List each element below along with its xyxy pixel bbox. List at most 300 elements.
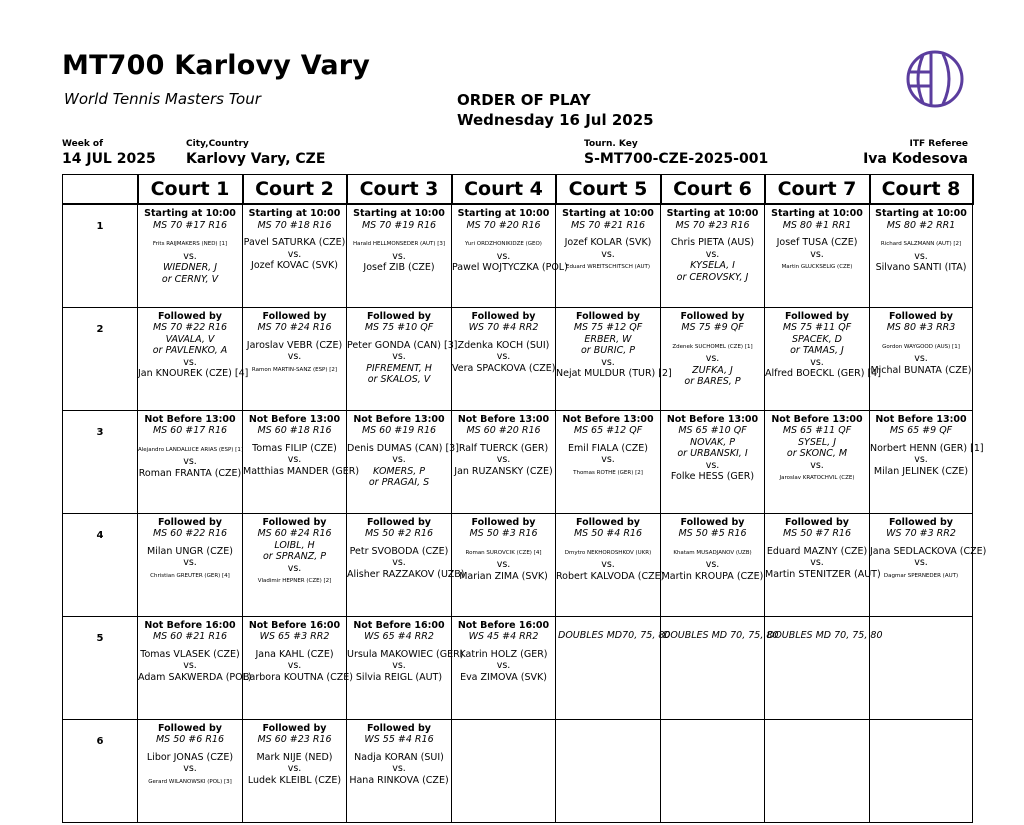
versus-label: vs. [183,356,197,368]
player-name [452,546,555,560]
event-code: WS 45 #4 RR2 [468,631,539,642]
player-name: Michal BUNATA (CZE) [870,364,972,376]
match-time: Followed by [785,310,849,322]
schedule-row [63,513,973,616]
match-cell [347,410,459,513]
event-code: MS 80 #1 RR1 [782,219,852,231]
player-name-small: Dmytro NEKHOROSHKOV (UKR) [564,549,652,556]
city-value: Karlovy Vary, CZE [186,151,326,167]
match-cell [661,410,765,513]
versus-label: vs. [705,353,720,364]
match-cell [765,513,881,616]
versus-label: vs. [392,250,406,262]
player-name: Jana SEDLACKOVA (CZE) [870,545,987,557]
event-code: MS 50 #2 R16 [364,528,434,539]
player-name: Denis DUMAS (CAN) [3] [347,442,459,454]
player-name-small: Khatam MUSADJANOV (UZB) [673,549,752,556]
match-time: Not Before 13:00 [457,413,550,425]
row-number: 5 [63,616,138,719]
event-code: MS 70 #19 R16 [361,219,437,231]
match-cell [556,719,661,822]
player-name: Ralf TUERCK (GER) [458,442,549,454]
match-cell [765,204,870,307]
event-code: MS 70 #22 R16 [152,322,228,333]
player-name-small: Frits RAIJMAKERS (NED) [1] [152,241,228,247]
event-code: MS 70 #20 R16 [466,219,541,231]
court-header: Court 2 [243,175,347,205]
player-name: Marian ZIMA (SVK) [459,570,548,582]
player-name: SPACEK, D [791,333,842,345]
player-name: Milan UNGR (CZE) [147,545,233,557]
player-name: or CERNY, V [161,273,219,285]
event-code: MS 60 #22 R16 [152,528,228,539]
player-name: or BARES, P [684,376,741,387]
match-cell [452,513,556,616]
versus-label: vs. [705,459,720,471]
player-name: Hana RINKOVA (CZE) [349,774,449,786]
player-name: Jaroslav VEBR (CZE) [246,339,343,351]
city-label: City,Country [186,139,249,149]
tennis-ball-logo-icon [905,49,965,109]
player-name: KOMERS, P [372,465,426,477]
player-name: NOVAK, P [690,436,735,448]
match-time: Followed by [158,310,222,322]
match-cell [765,616,883,719]
event-code: MS 60 #19 R16 [361,425,437,436]
match-time: Followed by [471,516,536,528]
schedule-row [63,616,973,719]
event-code: MS 60 #24 R16 [257,528,332,539]
player-name-small: Gerard WILANOWSKI (POL) [3] [148,778,232,785]
player-name: ERBER, W [584,333,632,345]
player-name: Robert KALVODA (CZE) [556,570,665,582]
match-cell [661,307,765,410]
player-name: Zdenka KOCH (SUI) [457,339,550,351]
match-time: Not Before 13:00 [875,413,967,425]
versus-label: vs. [287,351,302,362]
player-name: Adam SAKWERDA (POL) [138,671,252,683]
player-name: Barbora KOUTNA (CZE) [243,671,353,683]
match-cell [138,204,243,307]
referee-label: ITF Referee [909,139,968,149]
event-code: MS 65 #11 QF [782,425,852,436]
player-name: Norbert HENN (GER) [1] [870,442,984,454]
court-header: Court 1 [138,175,243,205]
match-time: Starting at 10:00 [353,208,445,219]
player-name: KYSELA, I [690,260,735,271]
event-code: MS 75 #11 QF [782,322,852,333]
player-name: Martin KROUPA (CZE) [661,570,764,582]
player-name-small: Ramon MARTIN-SANZ (ESP) [2] [251,366,338,373]
week-label: Week of [62,139,104,149]
match-cell [556,513,665,616]
player-name: Jozef KOLAR (SVK) [564,237,652,248]
match-cell [452,204,568,307]
player-name [138,443,242,457]
player-name: or TAMAS, J [790,345,844,356]
versus-label: vs. [287,248,302,260]
player-name [661,546,764,560]
match-time: Followed by [576,516,640,528]
player-name: or PRAGAI, S [368,477,430,488]
match-time: Starting at 10:00 [144,208,236,219]
versus-label: vs. [914,250,928,262]
event-code: MS 60 #21 R16 [152,631,228,642]
match-cell [661,719,765,822]
match-cell [138,410,243,513]
schedule-row [63,410,973,513]
court-header: Court 4 [452,175,556,205]
event-code: MS 80 #2 RR1 [886,219,956,231]
player-name: Nadja KORAN (SUI) [354,751,444,763]
match-cell [661,204,765,307]
player-name: VAVALA, V [165,333,215,345]
event-code: MS 60 #20 R16 [466,425,541,436]
versus-label: vs. [392,351,406,362]
player-name: Martin STENITZER (AUT) [765,568,881,580]
player-name [870,340,972,354]
player-name-small: Dagmar SPERNEDER (AUT) [883,572,959,579]
doubles-note: DOUBLES MD 70, 75, 80 [767,629,883,641]
player-name: Jozef KOVAC (SVK) [251,260,338,271]
match-time: Followed by [262,722,327,734]
match-time: Followed by [680,516,745,528]
player-name: or SKALOS, V [367,374,431,385]
event-code: MS 50 #5 R16 [678,528,747,539]
event-code: MS 50 #4 R16 [573,528,643,539]
week-value: 14 JUL 2025 [62,151,156,167]
player-name: Vera SPACKOVA (CZE) [452,362,556,374]
match-time: Starting at 10:00 [457,208,550,219]
match-time: Followed by [889,310,953,322]
versus-label: vs. [183,763,197,774]
versus-label: vs. [287,763,302,774]
player-name: Chris PIETA (AUS) [670,237,755,248]
event-code: WS 65 #3 RR2 [259,631,330,642]
match-cell [765,410,870,513]
player-name: Tomas VLASEK (CZE) [140,648,240,660]
court-header: Court 8 [870,175,973,205]
event-code: MS 60 #23 R16 [257,734,332,745]
player-name: Peter GONDA (CAN) [3] [347,339,458,351]
versus-label: vs. [183,557,197,568]
player-name [138,569,242,583]
match-cell [138,307,249,410]
match-cell [765,719,870,822]
event-code: MS 75 #10 QF [364,322,434,333]
versus-label: vs. [601,454,615,465]
court-header: Court 3 [347,175,452,205]
player-name-small: Harald HELLMONSEDER (AUT) [3] [352,241,446,247]
player-name: Roman FRANTA (CZE) [138,467,242,479]
event-code: MS 75 #9 QF [681,322,744,333]
event-code: WS 70 #4 RR2 [468,322,539,333]
match-time: Followed by [785,516,849,528]
event-code: MS 70 #23 R16 [675,219,750,231]
player-name-small: Thomas ROTHE (GER) [2] [573,469,643,476]
player-name: Jan KNOUREK (CZE) [4] [138,368,249,379]
versus-label: vs. [496,250,511,262]
versus-label: vs. [705,559,720,570]
match-cell [661,513,765,616]
row-number: 3 [63,410,138,513]
player-name [556,546,660,560]
player-name-small: Roman SUROVCIK (CZE) [4] [465,549,542,556]
match-time: Not Before 16:00 [248,619,341,631]
order-of-play-table [62,174,987,823]
match-time: Followed by [158,516,222,528]
player-name: LOIBL, H [274,539,315,551]
match-cell [243,513,347,616]
player-name: Ludek KLEIBL (CZE) [247,774,342,786]
player-name: Silvia REIGL (AUT) [355,671,443,683]
match-time: Followed by [576,310,640,322]
match-cell [870,616,973,719]
match-time: Followed by [889,516,953,528]
row-number: 2 [63,307,138,410]
match-cell [870,204,973,307]
match-cell [138,616,252,719]
match-time: Starting at 10:00 [771,208,863,219]
event-code: MS 70 #21 R16 [570,219,646,231]
player-name: Matthias MANDER (GER) [243,465,360,477]
player-name: Alisher RAZZAKOV (UZB) [347,568,465,580]
match-time: Followed by [158,722,222,734]
match-time: Not Before 16:00 [144,619,236,631]
player-name: Alfred BOECKL (GER) [4] [765,368,881,379]
court-header: Court 5 [556,175,661,205]
player-name: Emil FIALA (CZE) [568,442,648,454]
match-cell [243,616,353,719]
player-name: Eduard MAZNY (CZE) [766,545,868,557]
schedule-row [63,204,973,307]
player-name: Pavel SATURKA (CZE) [243,237,346,248]
match-time: Starting at 10:00 [666,208,759,219]
player-name: Petr SVOBODA (CZE) [349,545,449,557]
row-number: 6 [63,719,138,822]
tour-subtitle: World Tennis Masters Tour [64,90,261,108]
event-code: WS 70 #3 RR2 [886,528,956,539]
versus-label: vs. [810,459,824,471]
match-cell [243,307,347,410]
player-name: Josef TUSA (CZE) [776,237,858,248]
player-name-small: Alejandro LANDALUCE ARIAS (ESP) [1] [138,446,243,453]
versus-label: vs. [810,356,824,368]
versus-label: vs. [914,557,928,568]
player-name: Jana KAHL (CZE) [255,648,334,660]
court-header-row [63,175,973,205]
match-time: Not Before 13:00 [248,413,341,425]
versus-label: vs. [392,660,406,671]
player-name [138,237,242,251]
player-name: Folke HESS (GER) [670,471,755,482]
event-code: MS 65 #9 QF [889,425,953,436]
player-name: Mark NIJE (NED) [256,751,333,763]
player-name: or SPRANZ, P [263,551,326,562]
versus-label: vs. [392,454,406,465]
event-code: MS 60 #17 R16 [152,425,228,436]
doubles-note: DOUBLES MD70, 75, 80 [558,629,671,641]
match-time: Not Before 13:00 [353,413,445,425]
versus-label: vs. [287,660,302,671]
match-cell [138,719,243,822]
court-header: Court 7 [765,175,870,205]
match-time: Followed by [471,310,536,322]
player-name [452,237,555,251]
event-code: MS 65 #12 QF [573,425,643,436]
tourn-key-value: S-MT700-CZE-2025-001 [584,151,769,167]
match-time: Not Before 16:00 [353,619,445,631]
player-name-small: Eduard WREITSCHITSCH (AUT) [565,264,651,270]
player-name [661,340,764,354]
match-time: Not Before 13:00 [666,413,759,425]
event-code: MS 50 #6 R16 [155,734,225,745]
match-cell [452,410,556,513]
event-code: MS 70 #17 R16 [152,219,228,231]
match-time: Starting at 10:00 [562,208,654,219]
match-cell [870,307,973,410]
versus-label: vs. [496,454,511,465]
player-name [347,237,451,251]
player-name-small: Jaroslav KRATOCHVIL (CZE) [779,475,855,481]
match-cell [138,513,243,616]
versus-label: vs. [183,660,197,671]
match-time: Not Before 13:00 [562,413,654,425]
event-code: MS 50 #3 R16 [469,528,538,539]
court-header: Court 6 [661,175,765,205]
match-cell [347,513,465,616]
event-code: WS 55 #4 R16 [364,734,434,745]
versus-label: vs. [287,454,302,465]
versus-label: vs. [810,557,824,568]
versus-label: vs. [601,559,615,570]
match-cell [243,204,347,307]
match-cell [556,410,661,513]
versus-label: vs. [914,454,928,465]
player-name: or URBANSKI, I [677,448,748,459]
match-time: Followed by [367,310,431,322]
play-date: Wednesday 16 Jul 2025 [457,111,654,129]
match-cell [765,307,881,410]
match-time: Not Before 13:00 [144,413,236,425]
player-name: Pawel WOJTYCZKA (POL) [452,262,568,273]
player-name: or CEROVSKY, J [676,271,749,283]
referee-value: Iva Kodesova [863,151,968,167]
match-time: Not Before 13:00 [771,413,863,425]
player-name-small: Martin GLUCKSELIG (CZE) [781,264,853,270]
versus-label: vs. [810,248,824,260]
versus-label: vs. [392,763,406,774]
versus-label: vs. [496,660,511,671]
row-number: 4 [63,513,138,616]
player-name: Milan JELINEK (CZE) [873,465,969,477]
match-cell [556,204,661,307]
match-cell [243,719,347,822]
versus-label: vs. [496,351,511,362]
player-name: Katrin HOLZ (GER) [459,648,548,660]
match-time: Starting at 10:00 [875,208,967,219]
match-cell [870,719,973,822]
match-cell [556,307,672,410]
versus-label: vs. [601,248,615,260]
match-cell [243,410,360,513]
player-name: Silvano SANTI (ITA) [875,262,967,273]
player-name: WIEDNER, J [162,262,218,273]
player-name-small: Zdenek SUCHOMEL (CZE) [1] [672,343,753,350]
match-time: Not Before 16:00 [457,619,550,631]
event-code: MS 75 #12 QF [573,322,643,333]
player-name: Ursula MAKOWIEC (GER) [347,648,464,660]
player-name: Jan RUZANSKY (CZE) [454,465,553,477]
match-cell [870,410,984,513]
versus-label: vs. [287,562,302,574]
page-title: MT700 Karlovy Vary [62,50,371,81]
player-name: Tomas FILIP (CZE) [252,442,337,454]
player-name: Nejat MULDUR (TUR) [2] [556,368,672,379]
event-code: MS 65 #10 QF [678,425,747,436]
match-cell [452,307,556,410]
versus-label: vs. [183,456,197,467]
player-name [556,260,660,274]
versus-label: vs. [914,353,928,364]
event-code: MS 80 #3 RR3 [886,322,956,333]
player-name: SYSEL, J [798,436,836,448]
match-cell [661,616,779,719]
match-cell [347,204,452,307]
versus-label: vs. [601,356,615,368]
match-time: Followed by [367,516,431,528]
match-time: Followed by [680,310,745,322]
match-cell [347,616,464,719]
player-name [870,237,972,251]
row-number: 1 [63,204,138,307]
event-code: MS 70 #24 R16 [257,322,332,333]
player-name-small: Christian GREUTER (GER) [4] [150,572,230,579]
event-code: MS 60 #18 R16 [257,425,332,436]
player-name-small: Yuri ORDZHONIKIDZE (GEO) [465,241,542,247]
doubles-note: DOUBLES MD 70, 75, 80 [663,629,779,641]
player-name-small: Gordon WAYGOOD (AUS) [1] [882,343,960,350]
match-cell [452,616,556,719]
player-name [243,574,346,588]
versus-label: vs. [496,559,511,570]
player-name-small: Richard SALZMANN (AUT) [2] [880,241,962,247]
match-cell [870,513,987,616]
player-name: Eva ZIMOVA (SVK) [460,671,547,683]
player-name: Josef ZIB (CZE) [363,262,435,273]
player-name [138,775,242,789]
corner-cell [63,175,138,205]
event-code: MS 70 #18 R16 [257,219,332,231]
event-code: MS 50 #7 R16 [782,528,852,539]
order-of-play-heading [457,90,654,130]
player-name: or BURIC, P [580,345,635,356]
match-time: Followed by [262,516,327,528]
event-code: WS 65 #4 RR2 [364,631,434,642]
player-name: ZUFKA, J [692,364,733,376]
player-name [765,260,869,274]
schedule-row [63,719,973,822]
player-name-small: Vladimir HEPNER (CZE) [2] [257,578,332,584]
order-of-play-label: ORDER OF PLAY [457,91,591,109]
schedule-row [63,307,973,410]
versus-label: vs. [705,248,720,260]
player-name: or SKONC, M [786,448,848,459]
player-name: PIFREMENT, H [366,362,432,374]
match-cell [347,307,458,410]
tourn-key-label: Tourn. Key [584,139,638,149]
player-name [870,569,972,583]
